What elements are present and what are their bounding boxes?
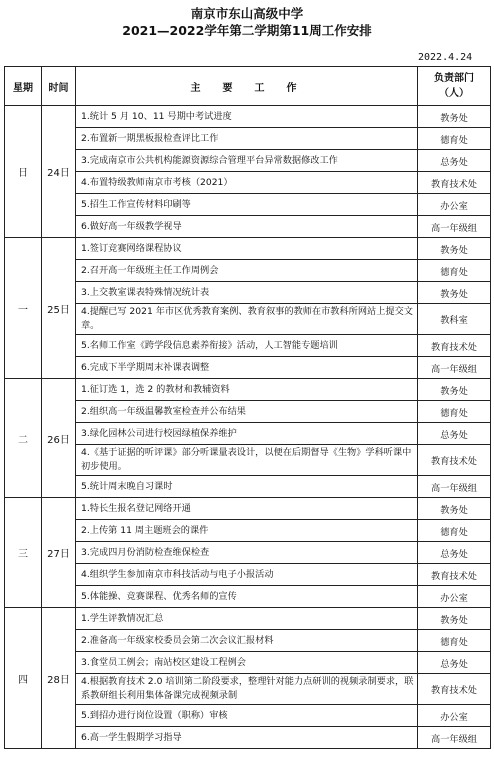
task-cell: 6.高一学生假期学习指导 [76, 727, 418, 749]
task-cell: 5.到招办进行岗位设置（职称）审核 [76, 705, 418, 727]
owner-cell: 教务处 [418, 379, 491, 401]
schedule-table [4, 66, 491, 749]
task-cell: 4.提醒已写 2021 年市区优秀教育案例、教育叙事的教师在市教科所网站上提交文章。 [76, 304, 418, 335]
table-row [5, 564, 491, 586]
task-cell: 2.组织高一年级温馨教室检查并公布结果 [76, 401, 418, 423]
table-row [5, 586, 491, 608]
owner-cell: 德育处 [418, 630, 491, 652]
owner-cell: 办公室 [418, 586, 491, 608]
header-day: 星期 [5, 67, 42, 106]
table-row [5, 128, 491, 150]
table-row [5, 674, 491, 705]
date-cell: 24日 [42, 106, 76, 238]
task-cell: 1.征订选 1，选 2 的教材和教辅资料 [76, 379, 418, 401]
owner-cell: 教育技术处 [418, 172, 491, 194]
table-row [5, 194, 491, 216]
date-cell: 25日 [42, 238, 76, 379]
header-task: 主 要 工 作 [76, 67, 418, 106]
task-cell: 3.完成四月份消防检查维保检查 [76, 542, 418, 564]
owner-cell: 教务处 [418, 498, 491, 520]
header-date: 时间 [42, 67, 76, 106]
date-cell: 28日 [42, 608, 76, 749]
table-row [5, 172, 491, 194]
task-cell: 2.召开高一年级班主任工作周例会 [76, 260, 418, 282]
task-cell: 3.食堂员工例会；南站校区建设工程例会 [76, 652, 418, 674]
table-row [5, 150, 491, 172]
table-row [5, 357, 491, 379]
schedule-body [5, 106, 491, 749]
owner-cell: 总务处 [418, 150, 491, 172]
task-cell: 2.准备高一年级家校委员会第二次会议汇报材料 [76, 630, 418, 652]
document-title: 2021—2022学年第二学期第11周工作安排 [122, 23, 372, 38]
task-cell: 6.完成下半学期周末补课表调整 [76, 357, 418, 379]
task-cell: 3.上交教室课表特殊情况统计表 [76, 282, 418, 304]
task-cell: 1.学生评教情况汇总 [76, 608, 418, 630]
table-row [5, 216, 491, 238]
task-cell: 2.布置新一期黑板报检查评比工作 [76, 128, 418, 150]
header-owner-line1: 负责部门 [434, 73, 474, 84]
header-owner [418, 67, 491, 106]
task-cell: 6.做好高一年级教学视导 [76, 216, 418, 238]
owner-cell: 德育处 [418, 520, 491, 542]
issue-date: 2022.4.24 [418, 52, 473, 63]
task-cell: 3.绿化园林公司进行校园绿植保养维护 [76, 423, 418, 445]
owner-cell: 高一年级组 [418, 476, 491, 498]
table-row [5, 705, 491, 727]
school-name: 南京市东山高级中学 [190, 6, 304, 21]
task-cell: 5.名师工作室《跨学段信息素养衔接》活动，人工智能专题培训 [76, 335, 418, 357]
table-row [5, 335, 491, 357]
table-row [5, 520, 491, 542]
day-cell: 三 [5, 498, 42, 608]
table-row [5, 630, 491, 652]
table-row [5, 476, 491, 498]
day-cell: 四 [5, 608, 42, 749]
table-row [5, 498, 491, 520]
owner-cell: 教育技术处 [418, 445, 491, 476]
header-owner-line2: （人） [439, 88, 469, 99]
task-cell: 3.完成南京市公共机构能源资源综合管理平台异常数据修改工作 [76, 150, 418, 172]
task-cell: 4.组织学生参加南京市科技活动与电子小报活动 [76, 564, 418, 586]
owner-cell: 办公室 [418, 705, 491, 727]
table-row [5, 608, 491, 630]
table-row [5, 401, 491, 423]
header-row [5, 67, 491, 106]
task-cell: 4.根据教育技术 2.0 培训第二阶段要求，整理针对能力点研训的视频录制要求，联系教研组长利用集体备课完成视频录制 [76, 674, 418, 705]
table-row [5, 379, 491, 401]
task-cell: 1.特长生报名登记网络开通 [76, 498, 418, 520]
task-cell: 1.统计 5 月 10、11 号期中考试进度 [76, 106, 418, 128]
table-row [5, 542, 491, 564]
table-row [5, 260, 491, 282]
owner-cell: 办公室 [418, 194, 491, 216]
task-cell: 5.统计周末晚自习课时 [76, 476, 418, 498]
table-row [5, 304, 491, 335]
owner-cell: 教科室 [418, 304, 491, 335]
owner-cell: 教务处 [418, 282, 491, 304]
task-cell: 4.布置特级教师南京市考核（2021） [76, 172, 418, 194]
task-cell: 4.《基于证据的听评课》部分听课量表设计，以便在后期督导《生物》学科听课中初步使用。 [76, 445, 418, 476]
owner-cell: 教育技术处 [418, 335, 491, 357]
table-row [5, 727, 491, 749]
task-cell: 2.上传第 11 周主题班会的课件 [76, 520, 418, 542]
owner-cell: 德育处 [418, 401, 491, 423]
owner-cell: 高一年级组 [418, 727, 491, 749]
owner-cell: 教务处 [418, 238, 491, 260]
date-cell: 26日 [42, 379, 76, 498]
owner-cell: 总务处 [418, 652, 491, 674]
table-row [5, 106, 491, 128]
table-row [5, 238, 491, 260]
owner-cell: 高一年级组 [418, 216, 491, 238]
table-row [5, 423, 491, 445]
owner-cell: 德育处 [418, 260, 491, 282]
table-row [5, 445, 491, 476]
table-row [5, 652, 491, 674]
owner-cell: 总务处 [418, 542, 491, 564]
task-cell: 5.体能操、竞赛课程、优秀名师的宣传 [76, 586, 418, 608]
owner-cell: 总务处 [418, 423, 491, 445]
owner-cell: 教务处 [418, 106, 491, 128]
owner-cell: 教育技术处 [418, 564, 491, 586]
day-cell: 二 [5, 379, 42, 498]
owner-cell: 教育技术处 [418, 674, 491, 705]
owner-cell: 教务处 [418, 608, 491, 630]
day-cell: 日 [5, 106, 42, 238]
owner-cell: 德育处 [418, 128, 491, 150]
day-cell: 一 [5, 238, 42, 379]
task-cell: 1.签订竞赛网络课程协议 [76, 238, 418, 260]
table-row [5, 282, 491, 304]
owner-cell: 高一年级组 [418, 357, 491, 379]
task-cell: 5.招生工作宣传材料印刷等 [76, 194, 418, 216]
date-cell: 27日 [42, 498, 76, 608]
